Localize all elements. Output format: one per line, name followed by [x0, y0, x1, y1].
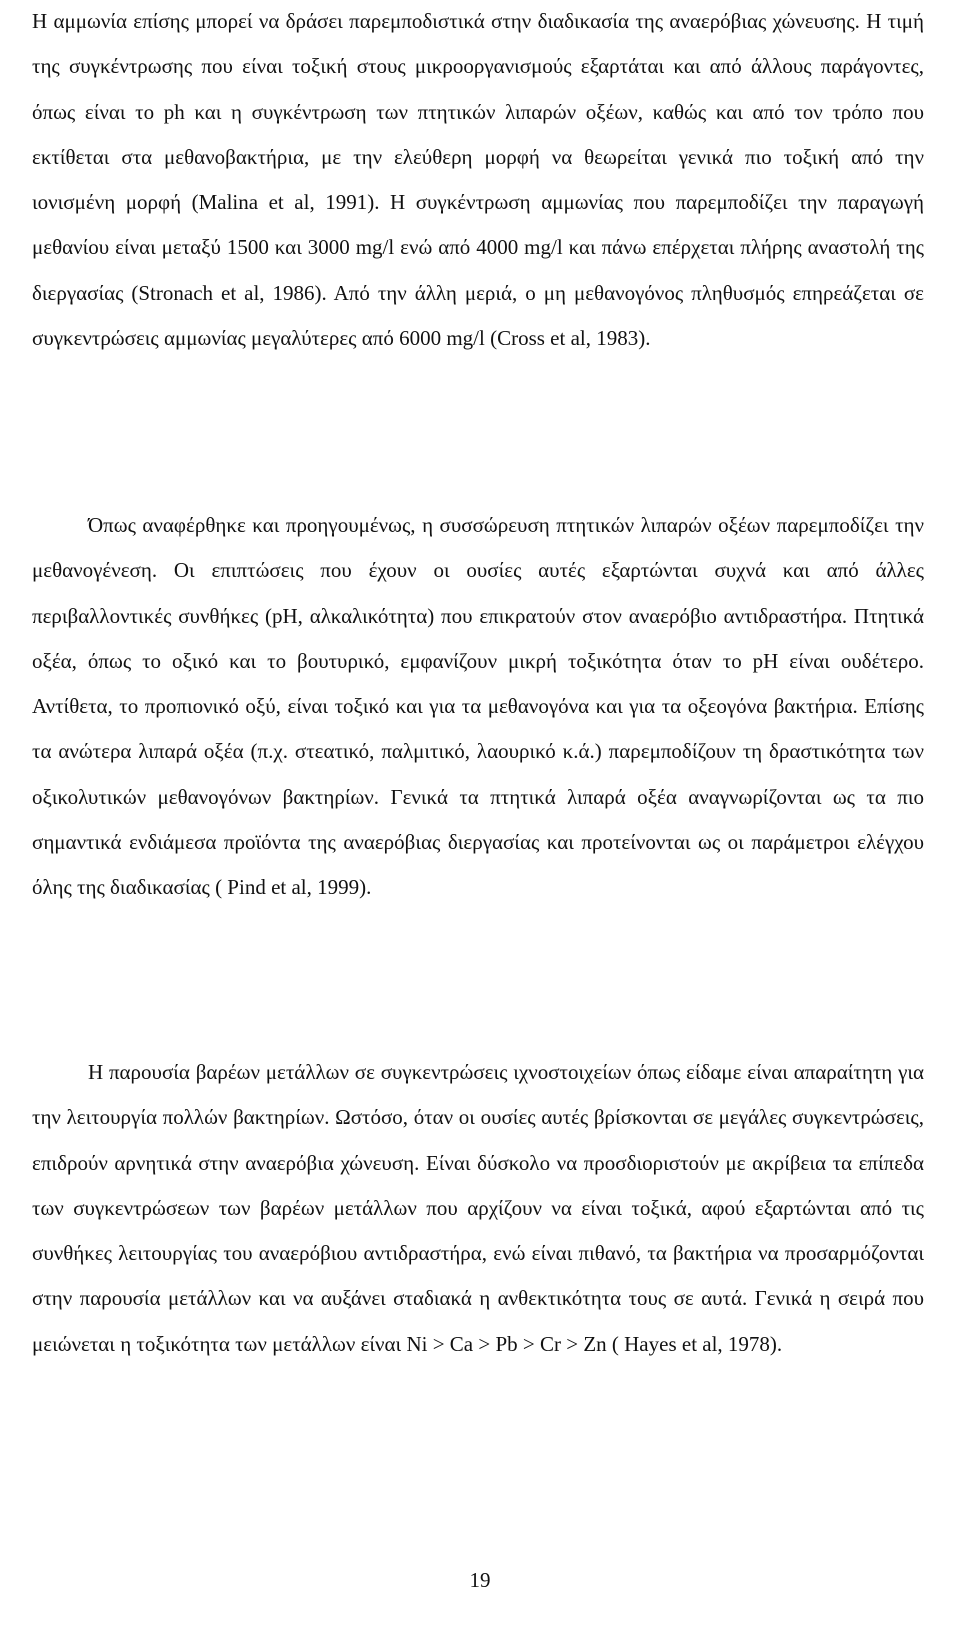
paragraph-volatile-fatty-acids: Όπως αναφέρθηκε και προηγουμένως, η συσσώρευση πτητικών λιπαρών οξέων παρεμποδίζει την μεθανογένεση. Οι επιπτώσεις που έχουν οι ουσίες αυτές εξαρτώνται συχνά και από άλλες περιβαλλοντικές συνθήκες (pH, αλκαλικότητα) που επικρατούν στον αναερόβιο αντιδραστήρα. Πτητικά οξέα, όπως το οξικό και το βουτυρικό, εμφανίζουν μικρή τοξικότητα όταν το pH είναι ουδέτερο. Αντίθετα, το προπιονικό οξύ, είναι τοξικό και για τα μεθανογόνα και για τα οξεογόνα βακτήρια. Επίσης τα ανώτερα λιπαρά οξέα (π.χ. στεατικό, παλμιτικό, λαουρικό κ.ά.) παρεμποδίζουν τη δραστικότητα των οξικολυτικών μεθανογόνων βακτηρίων. Γενικά τα πτητικά λιπαρά οξέα αναγνωρίζονται ως τα πιο σημαντικά ενδιάμεσα προϊόντα της αναερόβιας διεργασίας και προτείνονται ως οι παράμετροι ελέγχου όλης της διαδικασίας ( Pind et al, 1999).: [32, 513, 924, 900]
paragraph-ammonia-toxicity: Η αμμωνία επίσης μπορεί να δράσει παρεμποδιστικά στην διαδικασία της αναερόβιας χώνευσης. Η τιμή της συγκέντρωσης που είναι τοξική στους μικροοργανισμούς εξαρτάται και από άλλους παράγοντες, όπως είναι το ph και η συγκέντρωση των πτητικών λιπαρών οξέων, καθώς και από τον τρόπο που εκτίθεται στα μεθανοβακτήρια, με την ελεύθερη μορφή να θεωρείται γενικά πιο τοξική από την ιονισμένη μορφή (Malina et al, 1991). Η συγκέντρωση αμμωνίας που παρεμποδίζει την παραγωγή μεθανίου είναι μεταξύ 1500 και 3000 mg/l ενώ από 4000 mg/l και πάνω επέρχεται πλήρης αναστολή της διεργασίας (Stronach et al, 1986). Από την άλλη μεριά, ο μη μεθανογόνος πληθυσμός επηρεάζεται σε συγκεντρώσεις αμμωνίας μεγαλύτερες από 6000 mg/l (Cross et al, 1983).: [32, 9, 924, 351]
paragraph-heavy-metals: Η παρουσία βαρέων μετάλλων σε συγκεντρώσεις ιχνοστοιχείων όπως είδαμε είναι απαραίτητη για την λειτουργία πολλών βακτηρίων. Ωστόσο, όταν οι ουσίες αυτές βρίσκονται σε μεγάλες συγκεντρώσεις, επιδρούν αρνητικά στην αναερόβια χώνευση. Είναι δύσκολο να προσδιοριστούν με ακρίβεια τα επίπεδα των συγκεντρώσεων των βαρέων μετάλλων που αρχίζουν να είναι τοξικά, αφού εξαρτώνται από τις συνθήκες λειτουργίας του αναερόβιου αντιδραστήρα, ενώ είναι πιθανό, τα βακτήρια να προσαρμόζονται στην παρουσία μετάλλων και να αυξάνει σταδιακά η ανθεκτικότητα τους σε αυτά. Γενικά η σειρά που μειώνεται η τοξικότητα των μετάλλων είναι Ni > Ca > Pb > Cr > Zn ( Hayes et al, 1978).: [32, 1060, 924, 1356]
page-number: 19: [469, 1568, 491, 1592]
